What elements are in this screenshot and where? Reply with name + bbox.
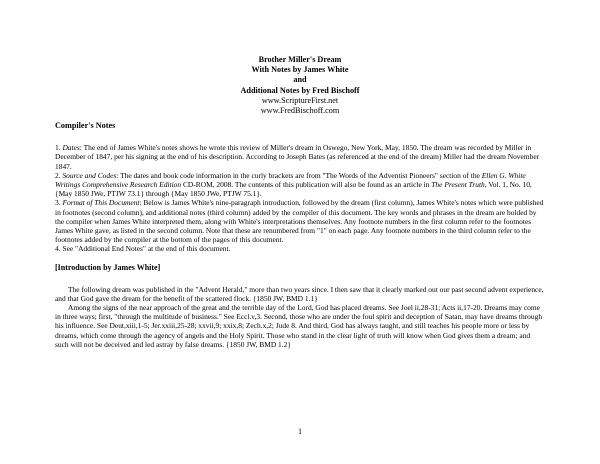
note-1: 1. Dates: The end of James White's notes shows he wrote this review of Miller's dream in Oswego, New York, May, 1850. The dream was recorded by Miller in December of 1847, per his signing at the end of his description. According to Joseph Bates (as referenced at the end of the dream) Miller had the dream November 1847. [55, 143, 540, 171]
document-and: and [293, 75, 307, 85]
note-4: 4. See "Additional End Notes" at the end of this document. [55, 244, 231, 254]
document-subtitle-1: With Notes by James White [251, 65, 349, 75]
note-2: 2. Source and Codes: The dates and book code information in the curly brackets are from "The Words of the Adventist Pioneers" section of the Ellen G. White Writings Comprehensive Research Edition CD-ROM, 2008. The contents of this publication will also be found as an article in The Present Truth, Vol. 1, No. 10, {May 1850 JWe, PTJW 73.1} through {May 1850 JWe, PTJW 75.1}. [55, 170, 532, 199]
note-3: 3. Format of This Document: Below is James White's nine-paragraph introduction, followed by the dream (first column), James White's notes which were published in footnotes (second column), and additional notes (third column) added by the compiler of this document. The key words and phrases in the dream are bolded by the compiler when James White interpreted them, along with White's interpretations themselves. Any footnote numbers in the first column refer to the footnotes James White gave, as listed in the second column. Note that these are renumbered from "1" on each page. Any footnote numbers in the third column refer to the footnotes added by the compiler at the bottom of the pages of this document. [55, 198, 544, 245]
title-block [55, 55, 545, 116]
introduction-heading: [Introduction by James White] [55, 262, 161, 272]
note-3-term: Format of This Document [62, 198, 140, 208]
compiler-notes-heading: Compiler's Notes [55, 121, 116, 131]
note-2-book-title: Ellen G. White Writings Comprehensive Research Edition [55, 170, 526, 190]
note-2-term: Source and Codes [62, 170, 117, 180]
introduction-body [55, 285, 545, 349]
document-title: Brother Miller's Dream [258, 55, 342, 64]
website-link-1[interactable]: www.ScriptureFirst.net [261, 95, 339, 105]
website-link-2[interactable]: www.FredBischoff.com [260, 106, 340, 116]
document-subtitle-2: Additional Notes by Fred Bischoff [240, 85, 360, 95]
document-page [55, 55, 545, 349]
compiler-notes [55, 143, 545, 253]
intro-paragraph-1: The following dream was published in the "Advent Herald," more than two years since. I then saw that it clearly marked out our past second advent experience, and that God gave the dream for the benefit of the scattered flock. {1850 JW, BMD 1.1} [55, 284, 544, 303]
intro-paragraph-2: Among the signs of the near approach of the great and the terrible day of the Lord, God has placed dreams. See Joel ii,28-31; Acts ii,17-20. Dreams may come in three ways; first, "through the multitude of business." See Eccl.v,3. Second, those who are under the foul spirit and deception of Satan, may have dreams through his influence. See Deut,xiii,1-5; Jer.xxiii,25-28; xxvii,9; xxix,8; Zech.x,2; Jude 8. And third, God has always taught, and still teaches his people more or less by dreams, which come through the agency of angels and the Holy Spirit. Those who stand in the clear light of truth will know when God gives them a dream; and such will not be deceived and led astray by false dreams. {1850 JW, BMD 1.2} [55, 303, 543, 349]
note-2-paper-title: The Present Truth [431, 180, 485, 190]
note-1-term: Dates [62, 143, 80, 153]
page-number: 1 [298, 427, 302, 436]
